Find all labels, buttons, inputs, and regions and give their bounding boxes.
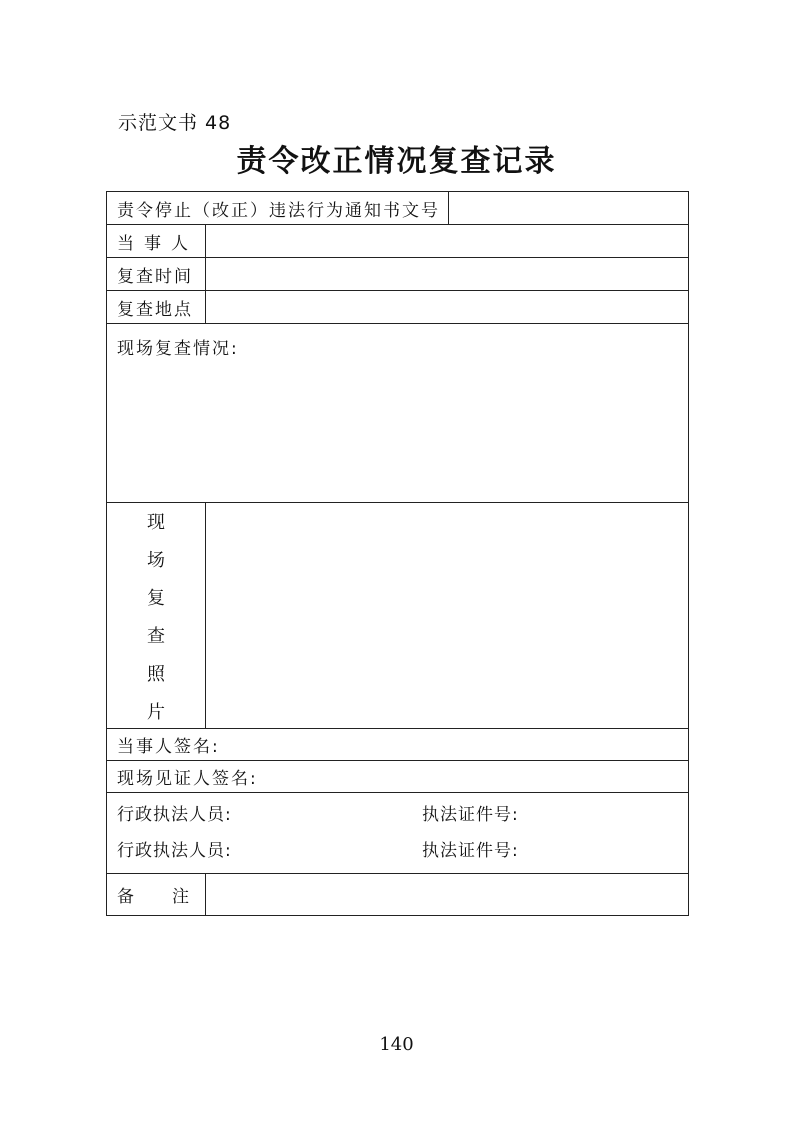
review-time-row [107, 258, 689, 291]
witness-signature-row [107, 761, 689, 793]
photo-label-char: 片 [147, 701, 165, 723]
photo-label-char: 场 [147, 549, 165, 571]
photo-label-char: 照 [147, 663, 165, 685]
officer-line [117, 833, 688, 869]
review-time-label: 复查时间 [107, 258, 206, 291]
remark-label-char: 备 [117, 887, 134, 907]
review-time-field[interactable] [206, 258, 689, 291]
witness-signature-field[interactable] [107, 761, 689, 793]
photo-label-char: 复 [147, 587, 165, 609]
cert-label: 执法证件号: [422, 805, 519, 825]
party-signature-row [107, 729, 689, 761]
party-signature-field[interactable] [107, 729, 689, 761]
remark-field[interactable] [206, 874, 689, 916]
review-record-table [106, 191, 689, 916]
situation-field[interactable] [107, 324, 689, 503]
party-signature-label: 当事人签名: [117, 737, 220, 757]
remark-label-char: 注 [172, 887, 189, 907]
remark-label [107, 874, 206, 916]
cert-label: 执法证件号: [422, 841, 519, 861]
photo-label [107, 503, 206, 729]
document-template-label: 示范文书 48 [118, 112, 232, 134]
officers-row [107, 793, 689, 874]
page-number: 140 [379, 1034, 414, 1055]
notice-number-row [107, 192, 689, 225]
photo-area[interactable] [206, 503, 689, 729]
photo-row [107, 503, 689, 729]
photo-label-char: 查 [147, 625, 165, 647]
notice-number-label: 责令停止（改正）违法行为通知书文号 [107, 192, 449, 225]
notice-number-field[interactable] [449, 192, 689, 225]
party-label [107, 225, 206, 258]
party-field[interactable] [206, 225, 689, 258]
remark-row [107, 874, 689, 916]
officer-label: 行政执法人员: [117, 805, 232, 825]
witness-signature-label: 现场见证人签名: [117, 769, 258, 789]
officers-field[interactable] [107, 793, 689, 874]
officer-label: 行政执法人员: [117, 841, 232, 861]
photo-label-char: 现 [147, 511, 165, 533]
review-place-field[interactable] [206, 291, 689, 324]
page-title: 责令改正情况复查记录 [236, 144, 557, 179]
situation-row [107, 324, 689, 503]
situation-label: 现场复查情况: [117, 339, 239, 359]
officer-line [117, 797, 688, 833]
review-place-label: 复查地点 [107, 291, 206, 324]
party-label-text: 当事人 [117, 233, 198, 254]
party-row [107, 225, 689, 258]
review-place-row [107, 291, 689, 324]
